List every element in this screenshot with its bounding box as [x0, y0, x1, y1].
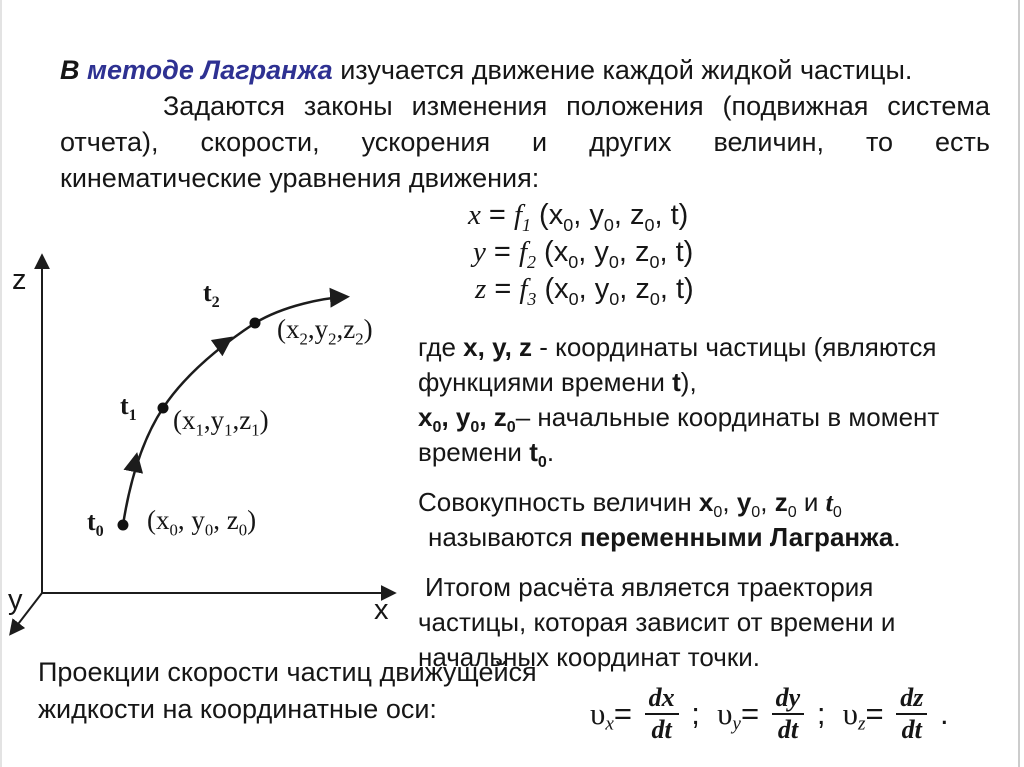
- proj-line-2: жидкости на координатные оси:: [38, 694, 437, 724]
- intro-line-2: Задаются законы изменения положения (подвижная система: [163, 91, 990, 121]
- expl-p3-line-2: частицы, которая зависит от времени и: [418, 607, 896, 637]
- expl-p1-line-2: функциями времени t),: [418, 367, 697, 397]
- point-t2: [250, 318, 261, 329]
- label-t1: $t_1$: [120, 391, 137, 425]
- intro-line-1: В методе Лагранжа изучается движение каждой жидкой частицы.: [60, 55, 913, 85]
- x-axis-label: x: [374, 594, 389, 626]
- equation-z: $z = f_3$ ($x_0$, $y_0$, $z_0$, t): [475, 273, 694, 309]
- label-coords-0: ($x_0$, $y_0$, $z_0$): [147, 505, 257, 540]
- expl-p3-line-3: начальных координат точки.: [418, 642, 760, 672]
- expl-p1-line-1: где x, y, z - координаты частицы (являются: [418, 332, 937, 362]
- equation-x: $x = f_1$ ($x_0$, $y_0$, $z_0$, t): [468, 199, 689, 235]
- proj-line-1: Проекции скорости частиц движущейся: [38, 657, 537, 687]
- z-axis-label: z: [12, 264, 27, 296]
- kinematic-equations: [440, 197, 694, 308]
- projections-text: [38, 654, 537, 728]
- label-coords-2: $(x_2,y_2,z_2)$: [277, 314, 373, 349]
- label-coords-1: $(x_1,y_1,z_1)$: [173, 405, 269, 440]
- velocity-formulas: $\upsilon_x=$ $\frac{dx}{dt}$ ; $\upsilon_y=$ $\frac{dy}{dt}$ ; $\upsilon_z=$ $\frac{dz}{dt}$ .: [590, 683, 949, 744]
- expl-p3-line-1: Итогом расчёта является траектория: [425, 572, 874, 602]
- explanation-paragraph-1: [418, 330, 939, 470]
- label-t2: $t_2$: [203, 278, 220, 312]
- expl-p1-line-4: времени $t_0$.: [418, 437, 555, 472]
- intro-line-3: отчета), скорости, ускорения и других величин, то есть: [60, 127, 990, 157]
- explanation-text: [418, 330, 939, 690]
- expl-p1-line-3: $x_0$, $y_0$, $z_0-$ начальные координаты в момент: [418, 402, 940, 437]
- label-t0: $t_0$: [87, 507, 104, 541]
- point-t1: [158, 403, 169, 414]
- y-axis-label: y: [8, 584, 23, 616]
- intro-paragraph: [60, 52, 990, 196]
- expl-p2-line-2: называются переменными Лагранжа.: [428, 522, 901, 552]
- point-t0: [118, 520, 129, 531]
- expl-p2-line-1: Совокупность величин $x_0$, $y_0$, $z_0$ и $t_0$: [418, 487, 842, 522]
- right-edge-line: [1018, 0, 1020, 767]
- intro-line-4: кинематические уравнения движения:: [60, 163, 540, 193]
- explanation-paragraph-2: [418, 485, 939, 555]
- equation-y: $y = f_2$ ($x_0$, $y_0$, $z_0$, t): [473, 236, 694, 272]
